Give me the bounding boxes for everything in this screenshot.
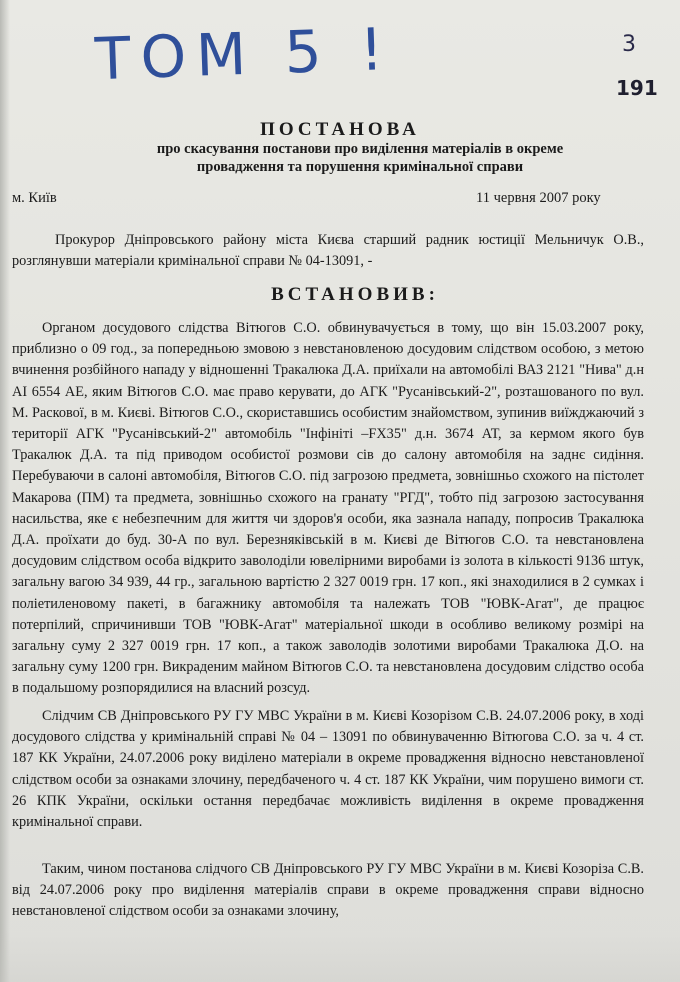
handwritten-corner-number: 3	[622, 32, 636, 57]
paragraph-2: Слідчим СВ Дніпровського РУ ГУ МВС України в м. Києві Козорізом С.В. 24.07.2006 року, в ході досудового слідства у кримінальній справі № 04 – 13091 по обвинуваченню Вітюгова С.О. за ч. 4 ст. 187 КК України, 24.07.2006 року виділено матеріали в окреме провадження відносно невстановленої слідством особи за ознаками злочину, передбаченого ч. 4 ст. 187 КК України, чим порушено вимоги ст. 26 КПК України, оскільки остання передбачає можливість виділення в окреме провадження кримінальної справи.	[12, 708, 644, 831]
paragraph-3: Таким, чином постанова слідчого СВ Дніпровського РУ ГУ МВС України в м. Києві Козоріза С.В. від 24.07.2006 року про виділення матеріалів справи в окреме провадження справи відносно невстановленої слідством особи за ознаками злочину,	[12, 861, 644, 920]
paragraph-1: Органом досудового слідства Вітюгов С.О. обвинувачується в тому, що він 15.03.2007 року, приблизно о 09 год., за попередньою змовою з невстановленою досудовим слідством особою, з метою вчинення розбійного нападу у відношенні Тракалюка Д.А. приїхали на автомобілі ВАЗ 2121 "Нива" д.н АІ 6554 АЕ, яким Вітюгов С.О. має право керувати, до АГК "Русанівський-2", розташованого по вул. М. Раскової, в м. Києві. Вітюгов С.О., скориставшись особистим знайомством, зупинив виїжджаючий з території АГК "Русанівський-2" автомобіль "Інфініті –FX35" д.н. 3674 АТ, за кермом якого був Тракалюк Д.А. та під приводом особистої розмови сів до салону автомобіля на заднє сидіння. Перебуваючи в салоні автомобіля, Вітюгов С.О. під загрозою предмета, зовнішньо схожого на пістолет Макарова (ПМ) та предмета, зовнішньо схожого на гранату "РГД", тобто під загрозою застосування насильства, яке є небезпечним для життя чи здоров'я особи, яка зазнала нападу, попросив Тракалюка Д.А. проїхати до буд. 30-А по вул. Березняківській в м. Києві де Вітюгов С.О. та невстановлена досудовим слідством особа відкрито заволоділи ювелірними виробами із золота в кількості 9136 штук, загальну вагою 34 939, 44 гр., загальною вартістю 2 327 0019 грн. 17 коп., які знаходилися в 2 сумках і поліетиленовому пакеті, в багажнику автомобіля та належать ТОВ "ЮВК-Агат", де працює потерпілий, спричинивши ТОВ "ЮВК-Агат" матеріальної шкоди в особливо великому розмірі на загальну суму 2 327 0019 грн. 17 коп., а також заволодів золотими виробами Тракалюка Д.О. на загальну суму 1200 грн. Викраденим майном Вітюгов С.О. та невстановлена досудовим слідство особа в подальшому розпорядилися на власний розсуд.	[12, 320, 644, 697]
document-subtitle-line-1: про скасування постанови про виділення матеріалів в окреме	[156, 141, 564, 157]
page-bottom-shade	[0, 930, 680, 982]
handwritten-page-number: 191	[616, 76, 658, 100]
document-title: ПОСТАНОВА	[260, 119, 420, 140]
document-place: м. Київ	[12, 190, 57, 206]
handwritten-volume-label: ТОМ 5 !	[93, 14, 395, 94]
document-date: 11 червня 2007 року	[476, 190, 601, 206]
section-heading: ВСТАНОВИВ:	[271, 284, 439, 305]
page-edge-shadow	[0, 0, 10, 982]
document-subtitle-line-2: провадження та порушення кримінальної справи	[196, 159, 524, 175]
intro-paragraph: Прокурор Дніпровського району міста Києва старший радник юстиції Мельничук О.В., розглянувши матеріали кримінальної справи № 04-13091, -	[12, 232, 644, 270]
